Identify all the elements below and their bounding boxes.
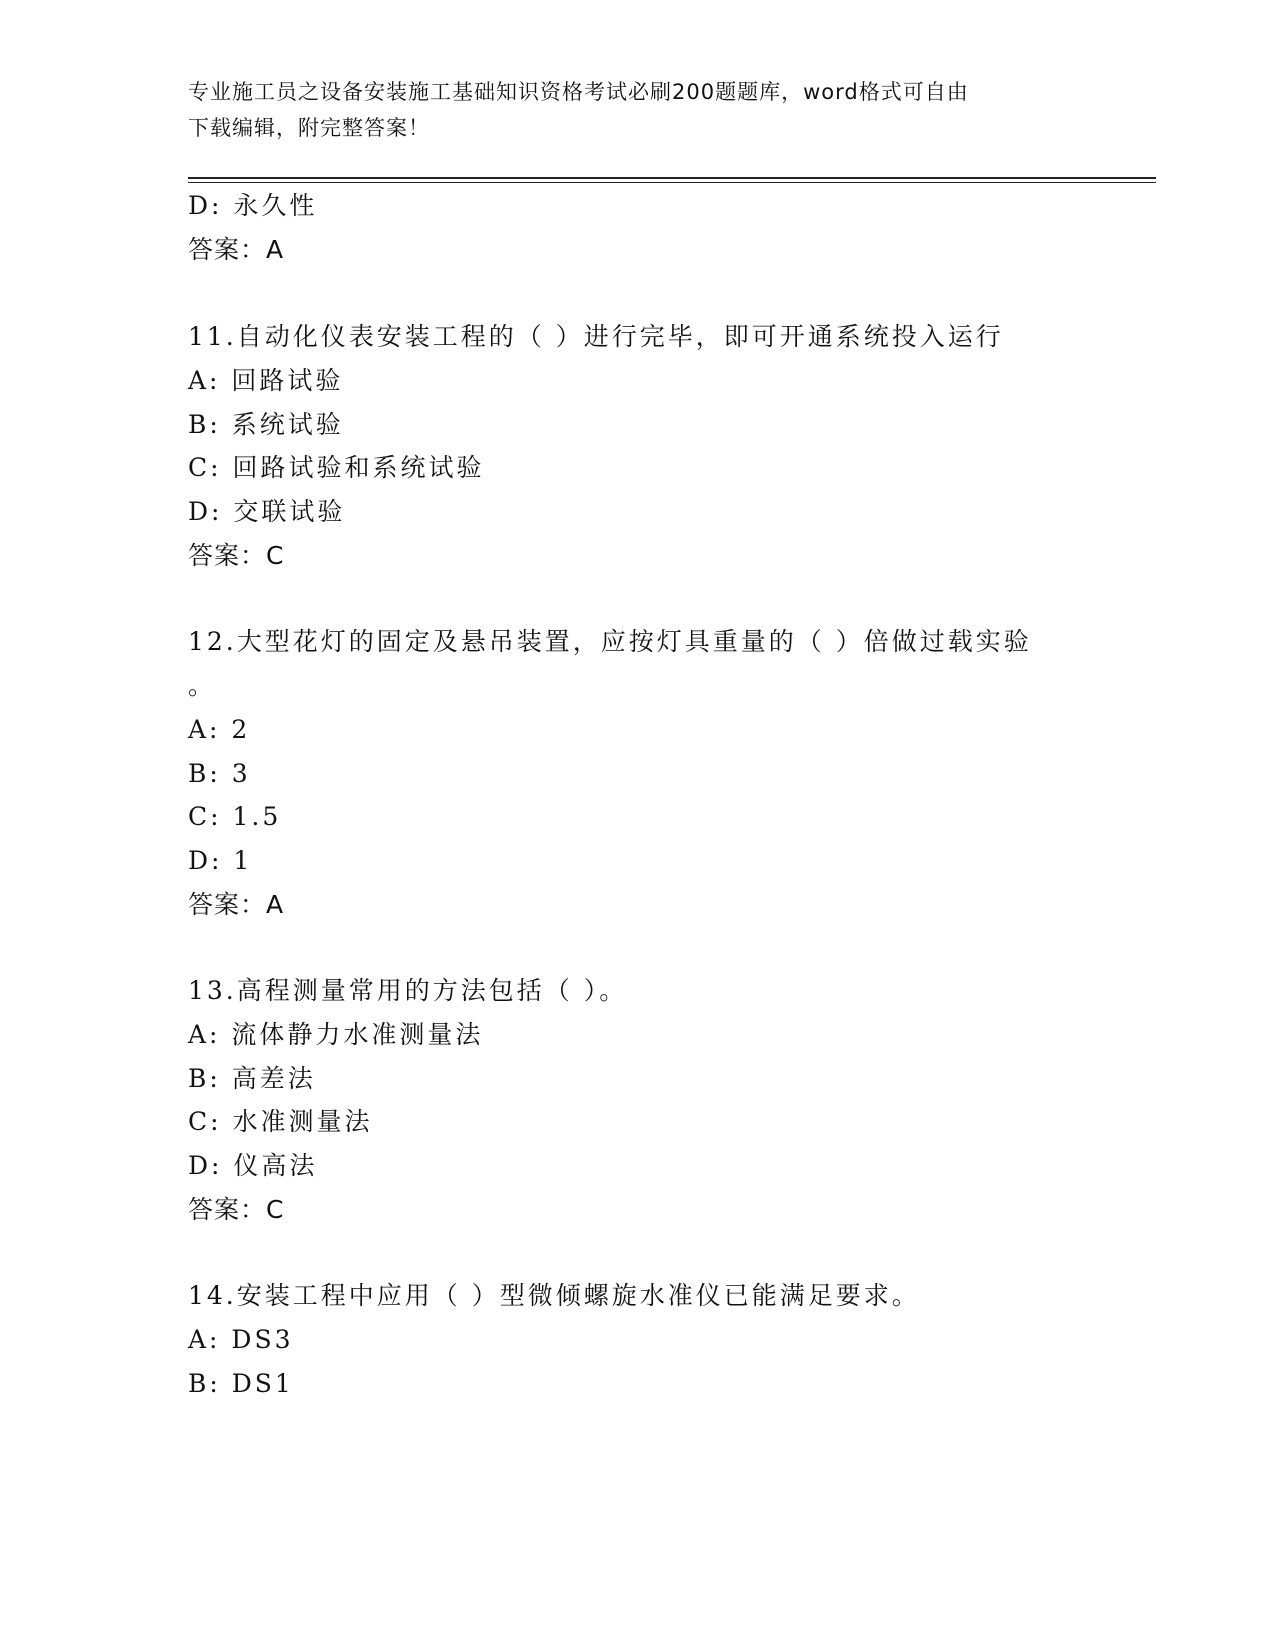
question-14-option-a: A: DS3 [188, 1325, 294, 1354]
header-divider-thin [188, 182, 1156, 183]
question-11-stem: 11.自动化仪表安装工程的（ ）进行完毕，即可开通系统投入运行 [188, 322, 1004, 351]
question-12-option-a: A: 2 [188, 715, 251, 744]
question-11-option-b: B: 系统试验 [188, 410, 344, 439]
title-line-1: 专业施工员之设备安装施工基础知识资格考试必刷200题题库，word格式可自由 [188, 80, 969, 104]
prev-answer: 答案：A [188, 235, 285, 264]
question-11-option-c: C: 回路试验和系统试验 [188, 453, 485, 482]
prev-option-d: D: 永久性 [188, 191, 318, 220]
question-13-answer: 答案：C [188, 1195, 285, 1224]
question-14-option-b: B: DS1 [188, 1369, 294, 1398]
document-title [188, 74, 1068, 146]
question-12-stem-continued: 。 [188, 671, 217, 700]
header-divider [188, 177, 1156, 179]
question-11-option-d: D: 交联试验 [188, 497, 346, 526]
question-13-stem: 13.高程测量常用的方法包括（ ）。 [188, 976, 628, 1005]
question-13-option-a: A: 流体静力水准测量法 [188, 1020, 484, 1049]
title-line-2: 下载编辑，附完整答案！ [188, 116, 430, 140]
question-12-option-c: C: 1.5 [188, 802, 282, 831]
question-13-option-b: B: 高差法 [188, 1064, 316, 1093]
question-12-answer: 答案：A [188, 890, 285, 919]
question-12-option-d: D: 1 [188, 846, 253, 875]
question-14-stem: 14.安装工程中应用（ ）型微倾螺旋水准仪已能满足要求。 [188, 1281, 920, 1310]
question-12-stem: 12.大型花灯的固定及悬吊装置，应按灯具重量的（ ）倍做过载实验 [188, 627, 1032, 656]
question-12-option-b: B: 3 [188, 759, 251, 788]
question-11-option-a: A: 回路试验 [188, 366, 344, 395]
question-13-option-c: C: 水准测量法 [188, 1107, 373, 1136]
question-13-option-d: D: 仪高法 [188, 1151, 318, 1180]
question-11-answer: 答案：C [188, 541, 285, 570]
